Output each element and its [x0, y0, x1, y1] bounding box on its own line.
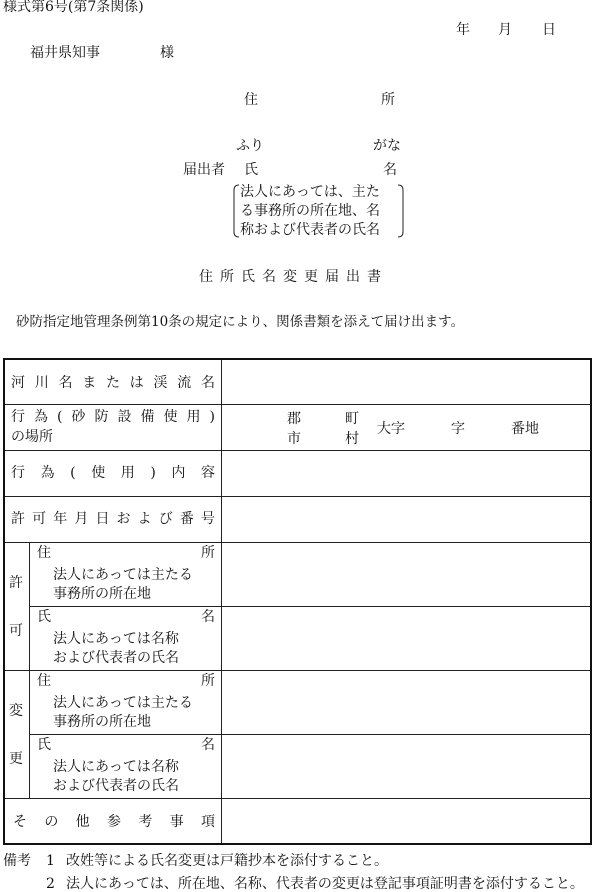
permit-address-field[interactable]	[223, 543, 589, 605]
document-title: 住所氏名変更届出書	[199, 269, 388, 285]
notes-label: 備考	[3, 853, 31, 869]
permit-name-note1: 法人にあっては名称	[53, 631, 179, 647]
place-banchi-label: 番地	[511, 421, 539, 437]
other-matters-label	[13, 815, 215, 829]
change-group-char2: 更	[9, 751, 23, 767]
act-content-field[interactable]	[223, 451, 589, 495]
corporate-note-line: 法人にあっては、主た	[240, 184, 380, 200]
change-address-field[interactable]	[223, 671, 589, 733]
river-name-text: 河 川 名 ま た は 渓 流 名	[11, 375, 215, 391]
permit-name-note2: および代表者の氏名	[53, 650, 179, 666]
permit-group-char1: 許	[9, 575, 23, 591]
act-place-text-line1: 行 為 ( 砂 防 設 備 使 用 )	[11, 409, 215, 425]
permit-name-char1: 氏	[37, 609, 51, 625]
place-gun-label: 郡	[287, 411, 301, 427]
date-year-label: 年	[456, 22, 470, 38]
statement-text: 砂防指定地管理条例第10条の規定により、関係書類を添えて届け出ます。	[16, 314, 465, 330]
applicant-name-char2: 名	[383, 162, 397, 178]
permit-group-char2: 可	[9, 623, 23, 639]
permit-name-char2: 名	[201, 609, 215, 625]
addressee: 福井県知事	[30, 45, 100, 61]
change-address-char1: 住	[37, 673, 51, 689]
river-name-field[interactable]	[223, 360, 589, 404]
change-address-char2: 所	[201, 673, 215, 689]
river-name-label	[11, 376, 215, 390]
note-text: 法人にあっては、所在地、名称、代表者の変更は登記事項証明書を添付すること。	[66, 876, 584, 892]
permit-date-text: 許 可 年 月 日 お よ び 番 号	[11, 511, 215, 527]
permit-date-label	[11, 512, 215, 526]
permit-address-note1: 法人にあっては主たる	[53, 567, 193, 583]
act-content-label	[11, 466, 215, 480]
change-address-note2: 事務所の所在地	[53, 714, 151, 730]
applicant-name-char1: 氏	[244, 162, 258, 178]
place-mura-label: 村	[345, 431, 359, 447]
permit-address-char2: 所	[201, 545, 215, 561]
place-machi-label: 町	[345, 411, 359, 427]
addressee-honorific: 様	[160, 45, 174, 61]
note-number: 2	[46, 876, 55, 892]
change-name-field[interactable]	[223, 735, 589, 797]
date-month-label: 月	[498, 22, 512, 38]
form-table	[3, 358, 592, 845]
permit-address-note2: 事務所の所在地	[53, 586, 151, 602]
note-number: 1	[46, 853, 55, 869]
other-matters-text: そ の 他 参 考 事 項	[13, 814, 215, 830]
applicant-role: 届出者	[183, 162, 225, 178]
corporate-note-line: る事務所の所在地、名	[240, 203, 380, 219]
right-bracket-icon	[397, 184, 405, 238]
change-name-char2: 名	[201, 737, 215, 753]
change-address-note1: 法人にあっては主たる	[53, 695, 193, 711]
act-place-label	[11, 410, 215, 424]
applicant-address-char1: 住	[244, 92, 258, 108]
corporate-note-line: 称および代表者の氏名	[240, 222, 380, 238]
applicant-address-char2: 所	[381, 92, 395, 108]
place-oaza-label: 大字	[377, 421, 405, 437]
other-matters-field[interactable]	[223, 799, 589, 843]
act-place-text-line2: の場所	[11, 429, 53, 445]
furigana-label-2: がな	[373, 138, 401, 154]
date-day-label: 日	[542, 22, 556, 38]
left-bracket-icon	[232, 184, 240, 238]
change-name-note1: 法人にあっては名称	[53, 759, 179, 775]
place-aza-label: 字	[451, 421, 465, 437]
form-number: 様式第6号(第7条関係)	[3, 0, 144, 15]
change-name-char1: 氏	[37, 737, 51, 753]
permit-address-char1: 住	[37, 545, 51, 561]
permit-name-field[interactable]	[223, 607, 589, 669]
furigana-label-1: ふり	[236, 138, 264, 154]
permit-date-field[interactable]	[223, 497, 589, 541]
change-name-note2: および代表者の氏名	[53, 778, 179, 794]
change-group-char1: 変	[9, 703, 23, 719]
place-shi-label: 市	[287, 431, 301, 447]
act-content-text: 行 為 ( 使 用 ) 内 容	[11, 465, 215, 481]
note-text: 改姓等による氏名変更は戸籍抄本を添付すること。	[66, 853, 388, 869]
